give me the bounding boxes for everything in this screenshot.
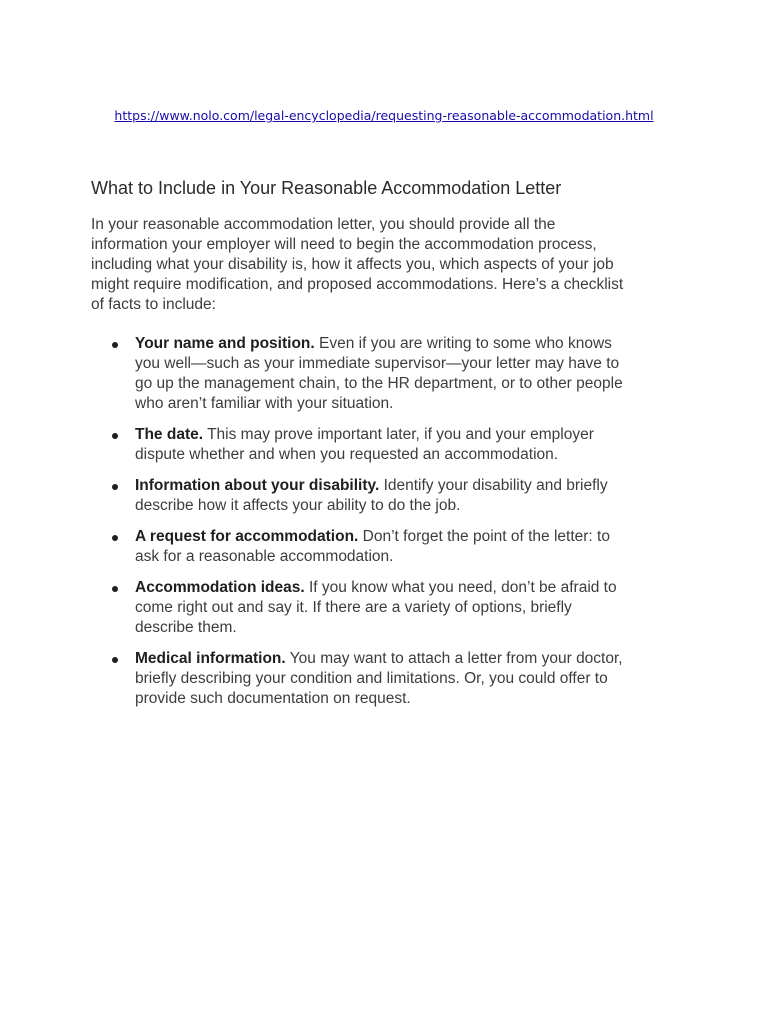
bullet-icon — [112, 535, 118, 541]
list-item — [91, 527, 681, 567]
intro-paragraph — [91, 215, 681, 315]
list-item — [91, 425, 681, 465]
list-item-first-line — [135, 527, 681, 547]
bullet-icon — [112, 342, 118, 348]
list-item-term: The date. — [135, 426, 204, 443]
facts-checklist — [91, 334, 681, 720]
list-item — [91, 476, 681, 516]
list-item-text: Even if you are writing to some who knows — [314, 335, 612, 352]
list-item — [91, 649, 681, 709]
list-item-term: Information about your disability. — [135, 477, 380, 494]
bullet-icon — [112, 586, 118, 592]
list-item-line: ask for a reasonable accommodation. — [135, 548, 394, 565]
list-item-term: A request for accommodation. — [135, 528, 359, 545]
list-item-first-line — [135, 334, 681, 354]
list-item-line: go up the management chain, to the HR department, or to other people — [135, 375, 623, 392]
list-item — [91, 334, 681, 414]
list-item-first-line — [135, 649, 681, 669]
bullet-icon — [112, 433, 118, 439]
list-item-line: briefly describing your condition and limitations. Or, you could offer to — [135, 670, 608, 687]
list-item-text: Don’t forget the point of the letter: to — [358, 528, 610, 545]
list-item-first-line — [135, 476, 681, 496]
list-item-term: Medical information. — [135, 650, 286, 667]
source-link[interactable]: https://www.nolo.com/legal-encyclopedia/requesting-reasonable-accommodation.html — [114, 108, 654, 123]
list-item-text: You may want to attach a letter from your doctor, — [285, 650, 623, 667]
intro-line: information your employer will need to begin the accommodation process, — [91, 236, 597, 253]
list-item-line: describe how it affects your ability to do the job. — [135, 497, 461, 514]
list-item-line: provide such documentation on request. — [135, 690, 411, 707]
intro-line: of facts to include: — [91, 296, 216, 313]
list-item-text: If you know what you need, don’t be afraid to — [304, 579, 617, 596]
list-item-line: dispute whether and when you requested an accommodation. — [135, 446, 559, 463]
list-item-line: who aren’t familiar with your situation. — [135, 395, 394, 412]
intro-line: including what your disability is, how it affects you, which aspects of your job — [91, 256, 614, 273]
list-item-text: This may prove important later, if you and your employer — [203, 426, 594, 443]
list-item-first-line — [135, 425, 681, 445]
page-title: What to Include in Your Reasonable Accommodation Letter — [91, 178, 562, 198]
intro-line: might require modification, and proposed accommodations. Here’s a checklist — [91, 276, 624, 293]
intro-line: In your reasonable accommodation letter, you should provide all the — [91, 216, 556, 233]
list-item-line: you well—such as your immediate supervisor—your letter may have to — [135, 355, 620, 372]
list-item-term: Your name and position. — [135, 335, 315, 352]
list-item — [91, 578, 681, 638]
list-item-line: come right out and say it. If there are a variety of options, briefly — [135, 599, 572, 616]
list-item-text: Identify your disability and briefly — [379, 477, 608, 494]
bullet-icon — [112, 484, 118, 490]
bullet-icon — [112, 657, 118, 663]
list-item-first-line — [135, 578, 681, 598]
list-item-line: describe them. — [135, 619, 237, 636]
list-item-term: Accommodation ideas. — [135, 579, 305, 596]
